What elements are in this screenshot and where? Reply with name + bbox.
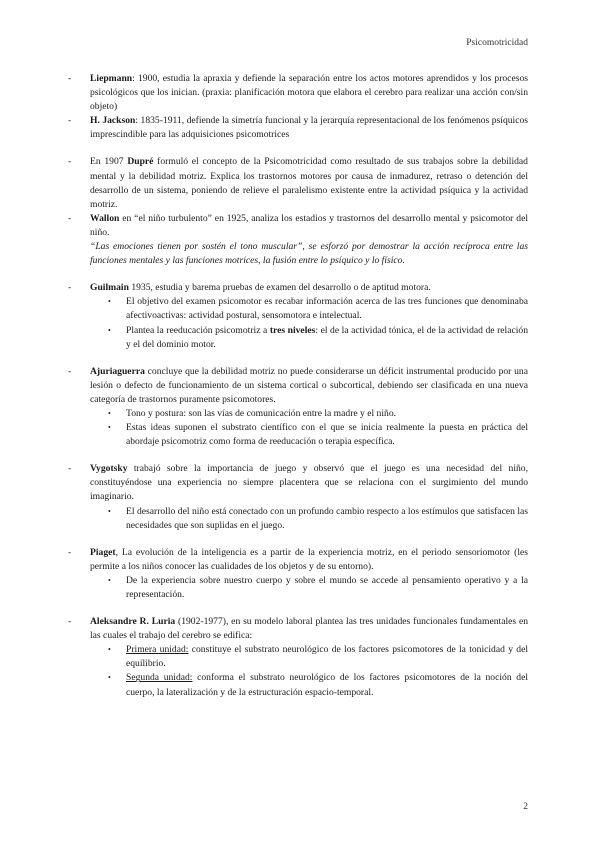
- bullet-icon: •: [108, 506, 111, 516]
- author-name: Aleksandre R. Luria: [90, 616, 176, 628]
- sub-bullet: [90, 407, 528, 421]
- sub-bullet: [90, 505, 528, 533]
- page-content: [68, 72, 529, 700]
- bullet-text: Plantea la reeducación psicomotriz a: [126, 324, 270, 336]
- sub-bullet: [90, 421, 528, 449]
- entry-prefix: En 1907: [90, 156, 128, 168]
- bullet-underlined-term: Segunda unidad:: [126, 672, 193, 684]
- bullet-text: Estas ideas suponen el substrato científico con el que se inicia realmente la puesta en práctica del abordaje psicomotriz como forma de reeducación o terapia específica.: [126, 422, 528, 448]
- list-dash: -: [68, 282, 72, 294]
- entry-dupre: [68, 155, 528, 211]
- entry-ajuriaguerra: [68, 365, 528, 450]
- wallon-quote: “Las emociones tienen por sostén el tono muscular”, se esforzó por demostrar la acción recíproca entre las funciones mentales y las funciones motrices, la fusión entre lo psíquico y lo físico.: [90, 241, 528, 267]
- bullet-icon: •: [108, 297, 111, 307]
- bullet-text: constituye el substrato neurológico de los factores psicomotores de la tonicidad y del equilibrio.: [126, 644, 528, 670]
- bullet-text: El desarrollo del niño está conectado con un profundo cambio respecto a los estímulos que satisfacen las necesidades que son suplidas en el juego.: [126, 505, 528, 531]
- running-header: Psicomotricidad: [466, 38, 528, 48]
- entry-liepmann: [68, 72, 528, 114]
- bullet-icon: •: [108, 673, 111, 683]
- list-dash: -: [68, 365, 72, 377]
- entry-piaget: [68, 546, 528, 602]
- list-dash: -: [68, 73, 72, 84]
- bullet-bold: tres niveles: [269, 324, 316, 336]
- entry-text: en “el niño turbulento” en 1925, analiza los estadios y trastornos del desarrollo mental y psicomotor del niño.: [90, 212, 528, 238]
- bullet-icon: •: [108, 408, 111, 418]
- bullet-text: De la experiencia sobre nuestro cuerpo y sobre el mundo se accede al pensamiento operativo y a la representación.: [126, 574, 528, 600]
- list-dash: -: [68, 616, 72, 628]
- sub-bullet: [90, 574, 528, 602]
- entry-text: , La evolución de la inteligencia es a partir de la experiencia motriz, en el periodo sensoriomotor (les permite a los niños conocer las cualidades de los objetos y de su entorno).: [90, 546, 528, 572]
- bullet-text: : el de la actividad tónica, el de la actividad de relación y el del dominio motor.: [126, 324, 529, 350]
- list-dash: -: [68, 546, 72, 558]
- entry-text: formuló el concepto de la Psicomotricidad como resultado de sus trabajos sobre la debilidad mental y la debilidad motriz. Explica los trastornos motores por causa de inmadurez, retraso o detención del desarrollo de un sistema, poniendo de relieve el paralelismo existente entre la actividad psíquica y la actividad motriz.: [90, 156, 528, 210]
- list-dash: -: [68, 212, 72, 224]
- bullet-text: conforma el substrato neurológico de los factores psicomotores de la noción del cuerpo, la lateralización y de la estructuración espacio-temporal.: [126, 672, 528, 698]
- bullet-underlined-term: Primera unidad:: [126, 644, 189, 656]
- entry-text: concluye que la debilidad motriz no puede considerarse un déficit instrumental producido por una lesión o defecto de funcionamiento de un sistema cortical o subcortical, debiendo ser clasificada en una nueva categoría de trastornos puramente psicomotores.: [90, 365, 528, 405]
- entry-text: : 1900, estudia la apraxia y defiende la separación entre los actos motores aprendidos y los procesos psicológicos que los inician. (praxia: planificación motora que elabora el cerebro para realizar una acción con/sin objeto): [90, 73, 528, 113]
- list-dash: -: [68, 115, 72, 127]
- entry-text: (1902-1977), en su modelo laboral plantea las tres unidades funcionales fundamentales en las cuales el trabajo del cerebro se edifica:: [90, 616, 528, 642]
- sub-bullet: [90, 643, 528, 671]
- list-dash: -: [68, 463, 72, 475]
- bullet-text: El objetivo del examen psicomotor es recabar información acerca de las tres funciones que denominaba afectivoactivas: actividad postural, sensomotora e intelectual.: [126, 296, 528, 322]
- author-name: Wallon: [90, 212, 120, 224]
- entry-text: trabajó sobre la importancia de juego y observó que el juego es una necesidad del niño, constituyéndose una experiencia no siempre placentera que se relaciona con el surgimiento del mundo imaginario.: [90, 463, 528, 503]
- entry-luria: [68, 615, 528, 700]
- entry-text: : 1835-1911, defiende la simetría funcional y la jerarquía representacional de los fenómenos psíquicos imprescindible para las adquisiciones psicomotrices: [90, 115, 528, 141]
- author-name: Dupré: [127, 156, 154, 168]
- bullet-icon: •: [108, 325, 111, 335]
- bullet-icon: •: [108, 645, 111, 655]
- page-number: 2: [523, 802, 528, 812]
- author-name: Liepmann: [90, 73, 133, 84]
- sub-bullet: [90, 295, 528, 323]
- entry-wallon: [68, 212, 528, 268]
- entry-text: 1935, estudia y barema pruebas de examen del desarrollo o de aptitud motora.: [128, 282, 431, 294]
- bullet-text: Tono y postura: son las vías de comunicación entre la madre y el niño.: [126, 407, 397, 419]
- bullet-icon: •: [108, 423, 111, 433]
- entry-vygotsky: [68, 462, 528, 532]
- author-name: Piaget: [90, 546, 116, 558]
- author-name: Vygotsky: [90, 463, 128, 475]
- list-dash: -: [68, 156, 72, 168]
- sub-bullet: [90, 671, 528, 699]
- entry-jackson: [68, 114, 528, 142]
- author-name: Ajuriaguerra: [90, 365, 145, 377]
- entry-guilmain: [68, 281, 529, 351]
- bullet-icon: •: [108, 575, 111, 585]
- author-name: H. Jackson: [90, 115, 136, 127]
- sub-bullet: [90, 324, 528, 352]
- author-name: Guilmain: [90, 282, 129, 294]
